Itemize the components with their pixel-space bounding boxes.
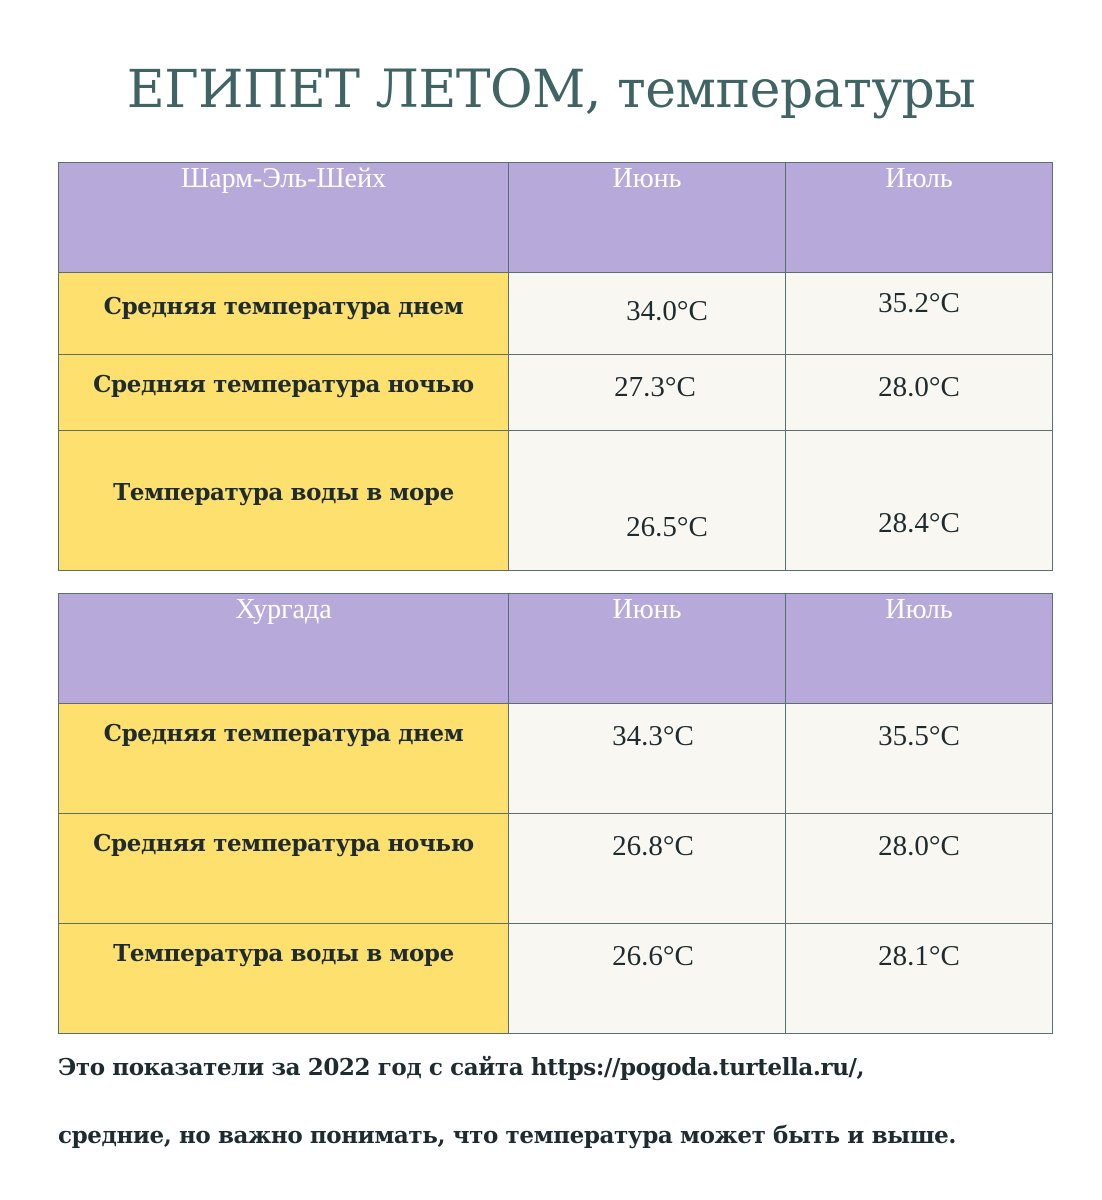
table-row (59, 273, 1053, 355)
june-value: 26.8°C (509, 814, 786, 924)
row-label: Средняя температура ночью (59, 355, 509, 431)
july-value: 35.2°C (786, 273, 1053, 355)
row-label: Температура воды в море (59, 924, 509, 1034)
hurghada-table (58, 593, 1053, 1034)
row-label: Средняя температура днем (59, 273, 509, 355)
july-value: 35.5°C (786, 704, 1053, 814)
row-label: Средняя температура ночью (59, 814, 509, 924)
source-note: Это показатели за 2022 год с сайта https://pogoda.turtella.ru/, (58, 1054, 865, 1081)
city-header: Шарм-Эль-Шейх (59, 163, 509, 273)
june-header: Июнь (509, 594, 786, 704)
july-value: 28.0°C (786, 814, 1053, 924)
table-row (59, 355, 1053, 431)
row-label: Температура воды в море (59, 431, 509, 571)
june-value: 26.5°C (509, 431, 786, 571)
june-value: 34.0°C (509, 273, 786, 355)
table-row (59, 431, 1053, 571)
june-header: Июнь (509, 163, 786, 273)
july-header: Июль (786, 594, 1053, 704)
city-header: Хургада (59, 594, 509, 704)
row-label: Средняя температура днем (59, 704, 509, 814)
disclaimer-note: средние, но важно понимать, что температура может быть и выше. (58, 1122, 956, 1149)
june-value: 34.3°C (509, 704, 786, 814)
page-title: ЕГИПЕТ ЛЕТОМ, температуры (126, 60, 976, 120)
july-value: 28.4°C (786, 431, 1053, 571)
june-value: 27.3°C (509, 355, 786, 431)
table-row (59, 814, 1053, 924)
sharm-el-sheikh-table (58, 162, 1053, 571)
july-value: 28.1°C (786, 924, 1053, 1034)
july-header: Июль (786, 163, 1053, 273)
table-header-row (59, 163, 1053, 273)
table-row (59, 924, 1053, 1034)
table-header-row (59, 594, 1053, 704)
june-value: 26.6°C (509, 924, 786, 1034)
table-row (59, 704, 1053, 814)
july-value: 28.0°C (786, 355, 1053, 431)
